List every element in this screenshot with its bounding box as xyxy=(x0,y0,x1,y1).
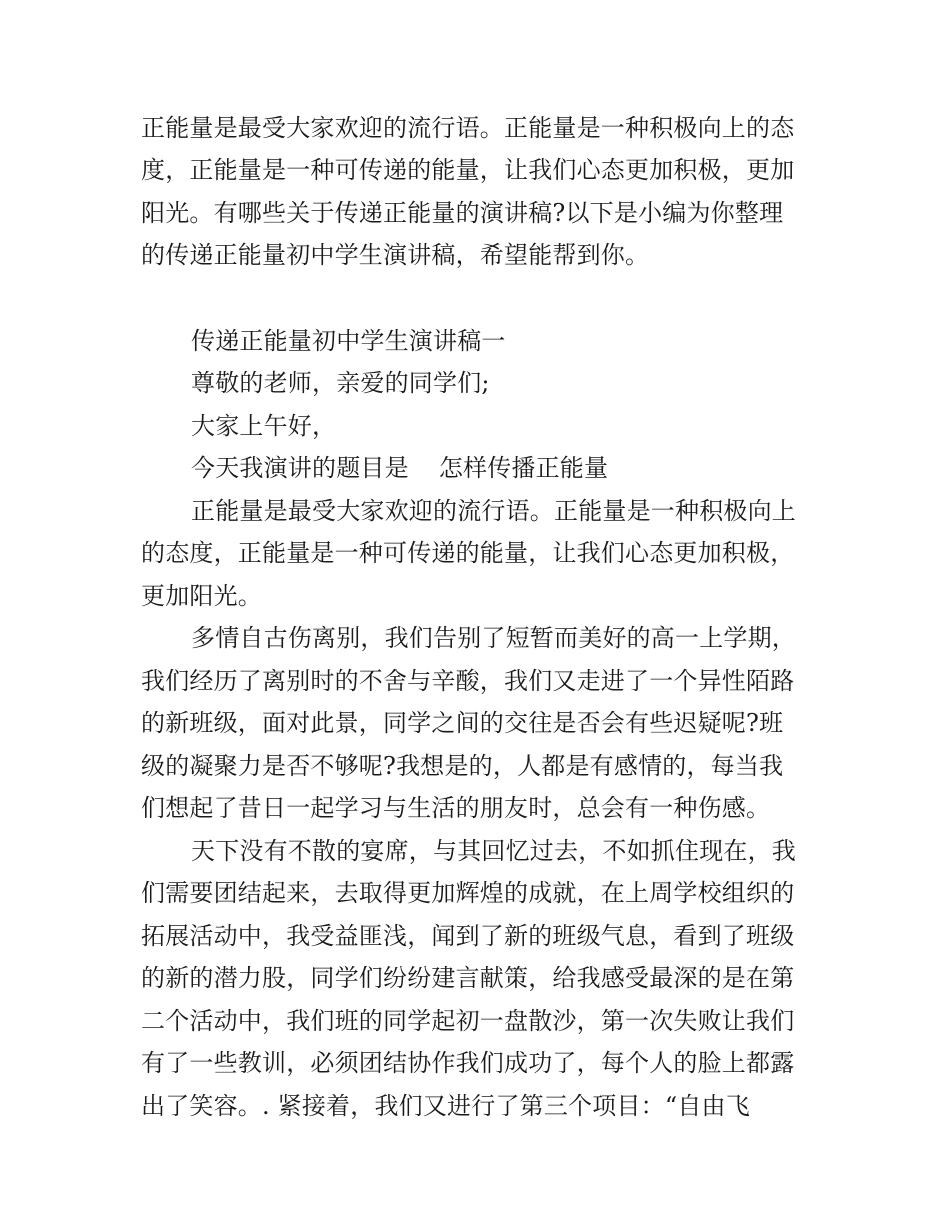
speech-greeting: 大家上午好， xyxy=(191,412,337,440)
paragraph-line: 出了笑容。. 紧接着，我们又进行了第三个项目：“自由飞 xyxy=(141,1092,750,1120)
paragraph-line: 我们经历了离别时的不舍与辛酸，我们又走进了一个异性陌路 xyxy=(141,667,795,695)
speech-salutation: 尊敬的老师，亲爱的同学们; xyxy=(191,369,490,397)
paragraph-line: 的态度，正能量是一种可传递的能量，让我们心态更加积极， xyxy=(141,539,795,567)
intro-line: 阳光。有哪些关于传递正能量的演讲稿?以下是小编为你整理 xyxy=(141,199,784,227)
intro-line: 度，正能量是一种可传递的能量，让我们心态更加积极，更加 xyxy=(141,156,795,184)
paragraph-line: 更加阳光。 xyxy=(141,582,262,610)
topic-title: 怎样传播正能量 xyxy=(438,454,609,482)
intro-line: 的传递正能量初中学生演讲稿，希望能帮到你。 xyxy=(141,241,650,269)
paragraph-line: 有了一些教训，必须团结协作我们成功了，每个人的脸上都露 xyxy=(141,1049,795,1077)
paragraph-line: 们需要团结起来，去取得更加辉煌的成就，在上周学校组织的 xyxy=(141,879,795,907)
speech-heading: 传递正能量初中学生演讲稿一 xyxy=(191,327,506,355)
topic-prefix: 今天我演讲的题目是 xyxy=(191,454,409,482)
intro-line: 正能量是最受大家欢迎的流行语。正能量是一种积极向上的态 xyxy=(141,114,795,142)
paragraph-line: 级的凝聚力是否不够呢?我想是的，人都是有感情的，每当我 xyxy=(141,752,784,780)
paragraph-line: 的新班级，面对此景，同学之间的交往是否会有些迟疑呢?班 xyxy=(141,709,784,737)
paragraph-line: 二个活动中，我们班的同学起初一盘散沙，第一次失败让我们 xyxy=(141,1007,795,1035)
paragraph-line: 的新的潜力股，同学们纷纷建言献策，给我感受最深的是在第 xyxy=(141,964,795,992)
speech-topic xyxy=(191,453,608,483)
paragraph-line: 们想起了昔日一起学习与生活的朋友时，总会有一种伤感。 xyxy=(141,794,771,822)
paragraph-line: 天下没有不散的宴席，与其回忆过去，不如抓住现在，我 xyxy=(191,837,796,865)
paragraph-line: 正能量是最受大家欢迎的流行语。正能量是一种积极向上 xyxy=(191,497,796,525)
paragraph-line: 拓展活动中，我受益匪浅，闻到了新的班级气息，看到了班级 xyxy=(141,922,795,950)
paragraph-line: 多情自古伤离别，我们告别了短暂而美好的高一上学期， xyxy=(191,624,796,652)
